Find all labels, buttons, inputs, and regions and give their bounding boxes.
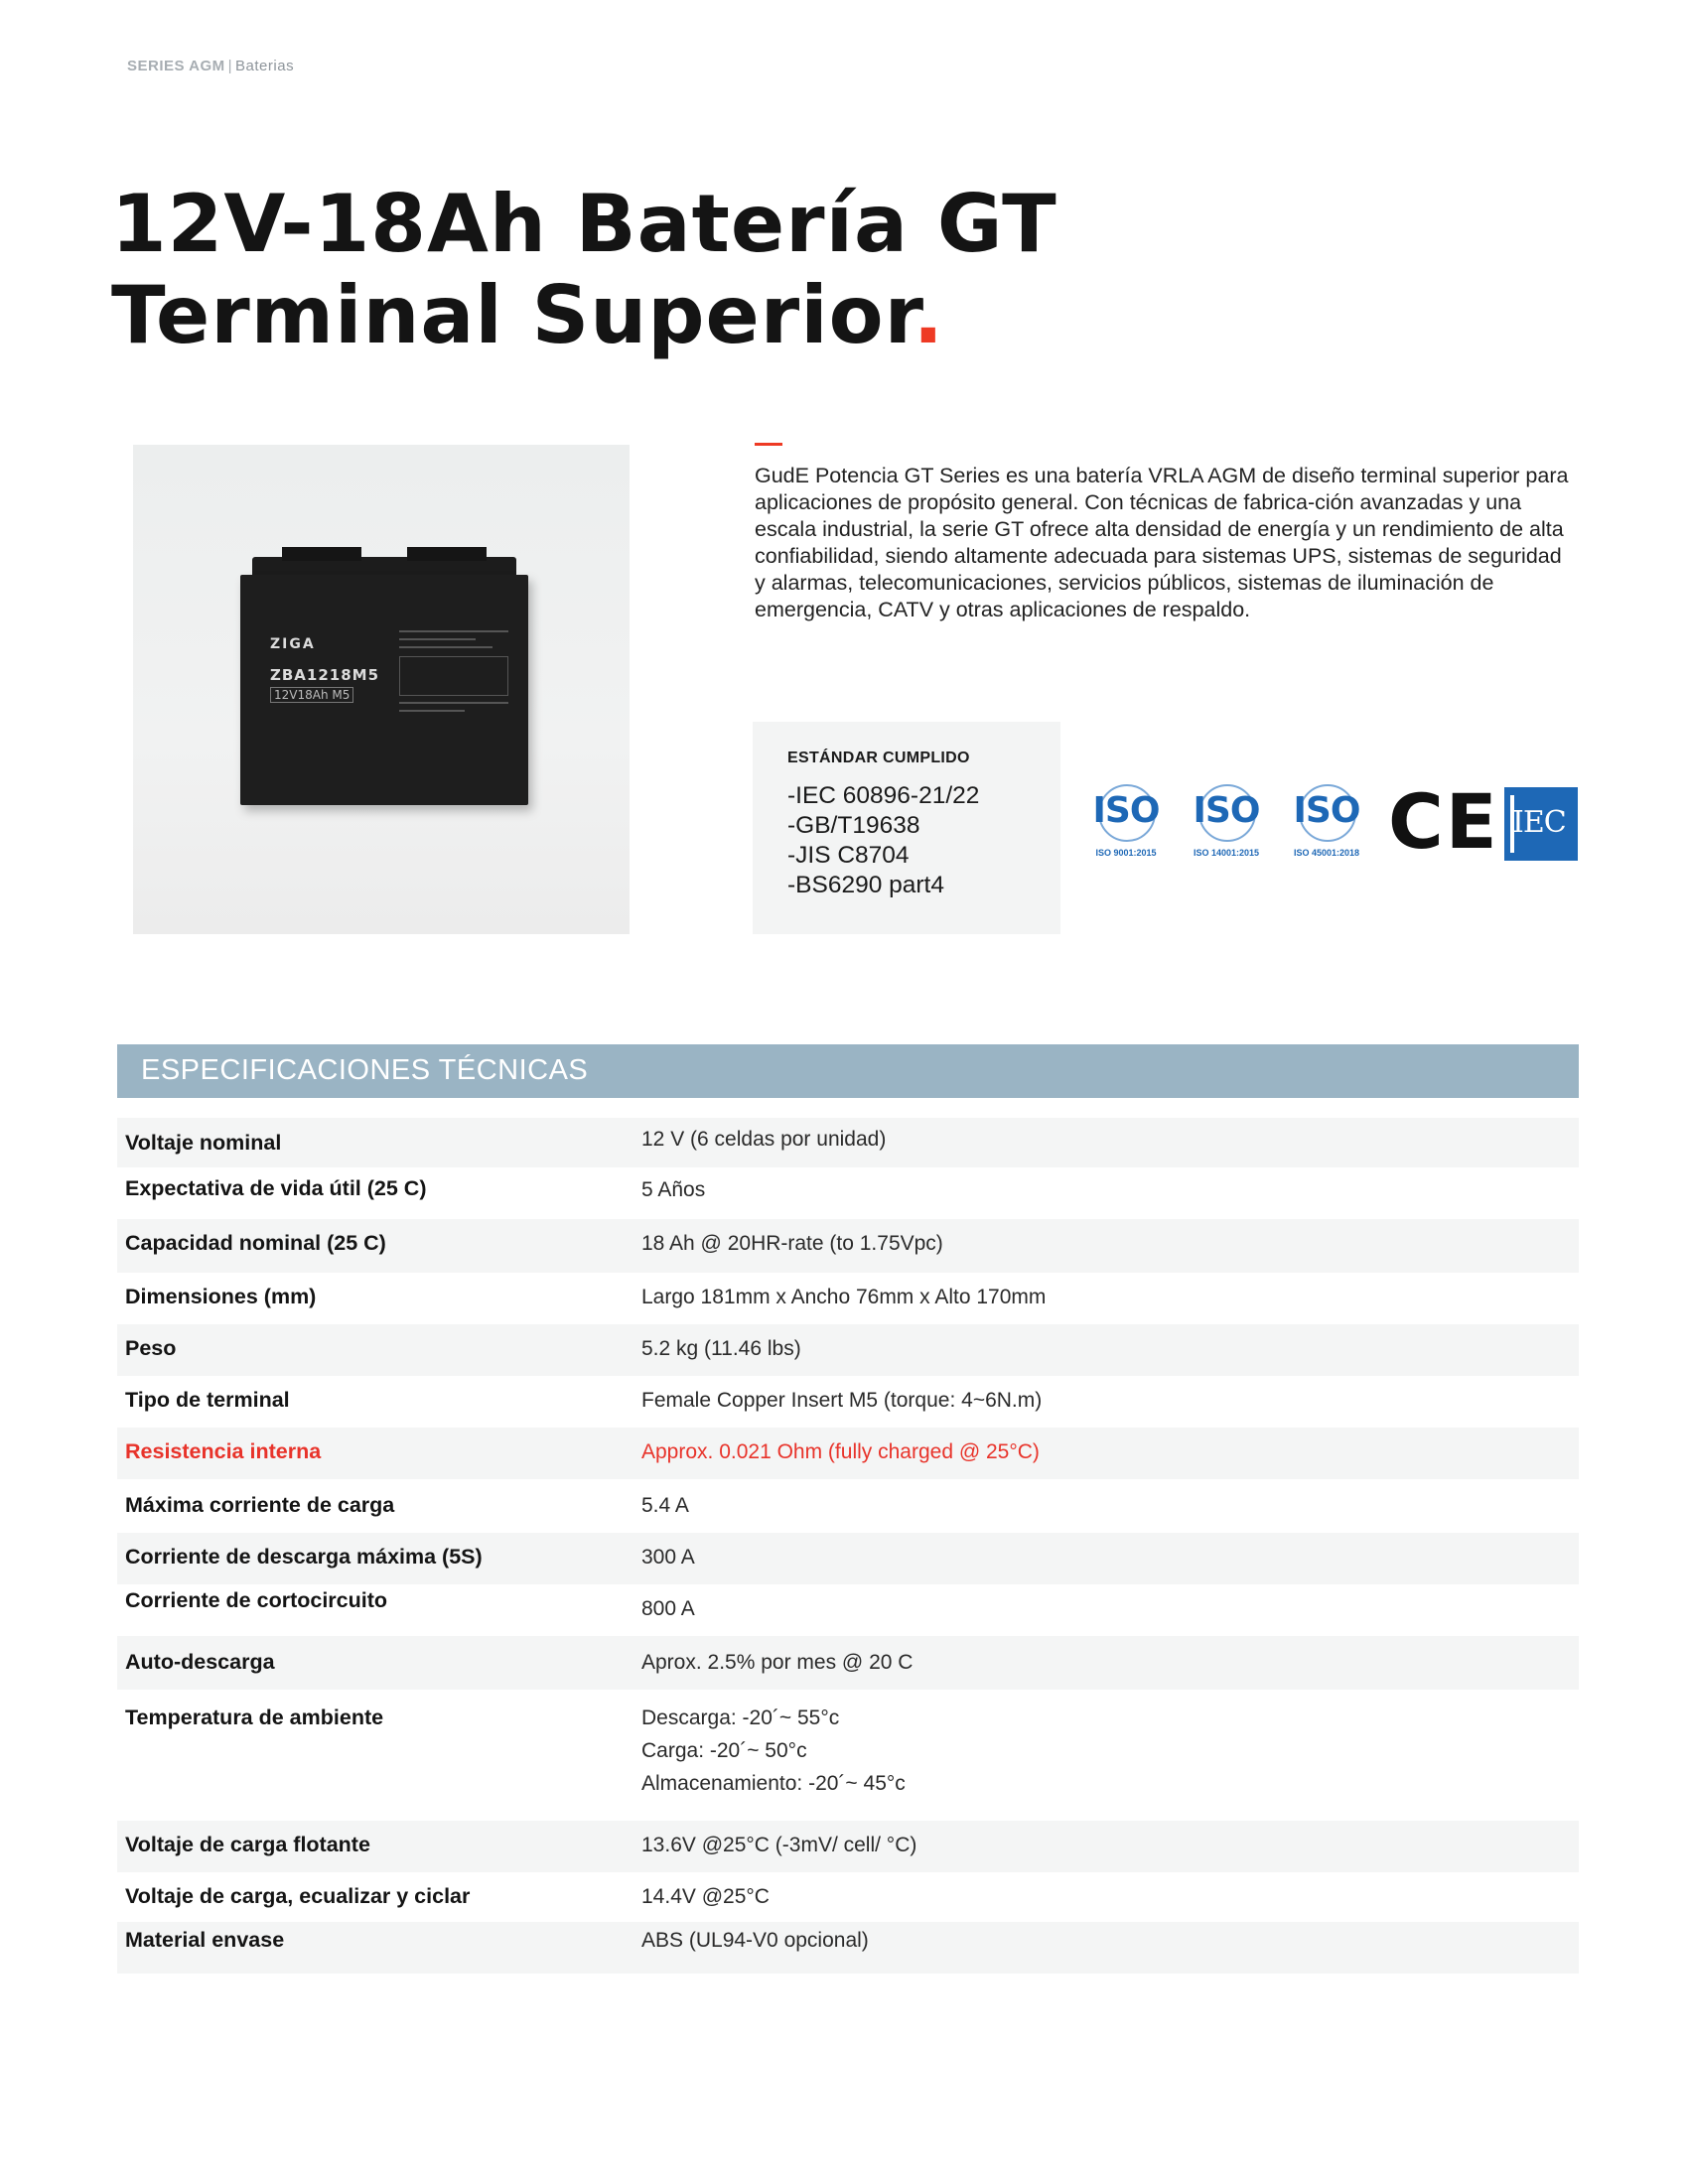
- specs-header-title: ESPECIFICACIONES TÉCNICAS: [141, 1054, 589, 1086]
- spec-value: 5.4 A: [641, 1494, 689, 1517]
- spec-value: Approx. 0.021 Ohm (fully charged @ 25°C): [641, 1440, 1040, 1463]
- iso-caption: ISO 9001:2015: [1095, 848, 1157, 858]
- specs-table: [117, 1118, 1579, 1974]
- battery-model: ZBA1218M5: [270, 666, 380, 684]
- standard-item: -IEC 60896-21/22: [787, 782, 980, 809]
- spec-value: Largo 181mm x Ancho 76mm x Alto 170mm: [641, 1286, 1047, 1308]
- spec-row: [117, 1584, 1579, 1636]
- breadcrumb-series: SERIES AGM: [127, 58, 225, 74]
- breadcrumb: [127, 58, 294, 74]
- title-accent-dot: .: [913, 269, 945, 361]
- spec-row: [117, 1167, 1579, 1219]
- iso-word: ISO: [1092, 790, 1160, 831]
- breadcrumb-separator: |: [227, 58, 233, 74]
- spec-value-line: Almacenamiento: -20´~ 45°c: [641, 1772, 906, 1795]
- iso-caption: ISO 14001:2015: [1193, 848, 1260, 858]
- spec-value: 5 Años: [641, 1178, 706, 1201]
- spec-row: [117, 1636, 1579, 1690]
- spec-row: [117, 1821, 1579, 1872]
- spec-value: Female Copper Insert M5 (torque: 4~6N.m): [641, 1389, 1043, 1412]
- title-line-1: 12V-18Ah Batería GT: [111, 178, 1057, 270]
- standard-item: -BS6290 part4: [787, 872, 944, 898]
- standards-list: [787, 781, 979, 900]
- spec-key: Capacidad nominal (25 C): [125, 1231, 386, 1255]
- spec-value: 800 A: [641, 1597, 695, 1620]
- spec-value: 12 V (6 celdas por unidad): [641, 1128, 887, 1151]
- iso-word: ISO: [1193, 790, 1260, 831]
- spec-row: [117, 1922, 1579, 1974]
- product-image: [133, 445, 630, 934]
- iec-logo: [1504, 787, 1578, 861]
- spec-row: [117, 1219, 1579, 1273]
- battery-front-label: [270, 636, 379, 703]
- spec-row: [117, 1479, 1579, 1533]
- spec-row: [117, 1118, 1579, 1167]
- ce-mark-logo: CE: [1388, 777, 1499, 866]
- iso-caption: ISO 45001:2018: [1293, 848, 1360, 858]
- spec-row-highlighted: [117, 1428, 1579, 1479]
- spec-row: [117, 1690, 1579, 1821]
- spec-key: Dimensiones (mm): [125, 1285, 317, 1308]
- product-description: GudE Potencia GT Series es una batería VRLA AGM de diseño terminal superior para aplicaciones de propósito general. Con técnicas de fabrica-ción avanzadas y una escala industrial, la serie GT ofrece alta densidad de energía y un rendimiento de alta confiabilidad, siendo altamente adecuada para sistemas UPS, sistemas de seguridad y alarmas, telecomunicaciones, servicios públicos, sistemas de iluminación de emergencia, CATV y otras aplicaciones de respaldo.: [755, 464, 1569, 621]
- spec-key: Corriente de cortocircuito: [125, 1588, 388, 1612]
- spec-value: ABS (UL94-V0 opcional): [641, 1929, 869, 1952]
- spec-value: 5.2 kg (11.46 lbs): [641, 1337, 801, 1360]
- iec-text: IEC: [1512, 805, 1566, 840]
- battery-body: [240, 575, 528, 805]
- spec-row: [117, 1872, 1579, 1922]
- spec-value: 18 Ah @ 20HR-rate (to 1.75Vpc): [641, 1232, 943, 1255]
- spec-row: [117, 1376, 1579, 1428]
- iso-word: ISO: [1293, 790, 1360, 831]
- title-line-2: Terminal Superior: [111, 269, 914, 361]
- battery-spec-label: [399, 624, 508, 749]
- spec-key: Peso: [125, 1336, 177, 1360]
- spec-key: Expectativa de vida útil (25 C): [125, 1176, 427, 1200]
- spec-key: Máxima corriente de carga: [125, 1493, 395, 1517]
- spec-value: 14.4V @25°C: [641, 1885, 770, 1908]
- spec-key: Temperatura de ambiente: [125, 1706, 384, 1729]
- specs-section-header: [117, 1044, 1579, 1098]
- spec-value: Aprox. 2.5% por mes @ 20 C: [641, 1651, 914, 1674]
- spec-value: [641, 1702, 906, 1800]
- spec-key: Material envase: [125, 1928, 285, 1952]
- spec-key: Voltaje nominal: [125, 1131, 282, 1155]
- iso-9001-logo: [1084, 784, 1168, 864]
- page-title: [111, 179, 1057, 361]
- spec-key: Tipo de terminal: [125, 1388, 290, 1412]
- standard-item: -GB/T19638: [787, 812, 920, 839]
- spec-value-line: Carga: -20´~ 50°c: [641, 1739, 807, 1762]
- iso-14001-logo: [1185, 784, 1268, 864]
- battery-rating: 12V18Ah M5: [270, 687, 353, 703]
- spec-value: 13.6V @25°C (-3mV/ cell/ °C): [641, 1834, 917, 1856]
- spec-key: Resistencia interna: [125, 1439, 322, 1463]
- spec-key: Voltaje de carga, ecualizar y ciclar: [125, 1884, 471, 1908]
- spec-key: Corriente de descarga máxima (5S): [125, 1545, 483, 1569]
- spec-value-line: Descarga: -20´~ 55°c: [641, 1706, 840, 1729]
- battery-lid: [252, 557, 516, 577]
- battery-brand: ZIGA: [270, 636, 316, 652]
- spec-row: [117, 1533, 1579, 1584]
- iso-45001-logo: [1285, 784, 1368, 864]
- breadcrumb-category: Baterias: [235, 58, 295, 74]
- spec-row: [117, 1273, 1579, 1324]
- standards-title: ESTÁNDAR CUMPLIDO: [787, 750, 970, 766]
- standard-item: -JIS C8704: [787, 842, 910, 869]
- spec-row: [117, 1324, 1579, 1376]
- spec-key: Voltaje de carga flotante: [125, 1833, 370, 1856]
- battery-illustration: [240, 557, 528, 803]
- spec-value: 300 A: [641, 1546, 695, 1569]
- spec-key: Auto-descarga: [125, 1650, 275, 1674]
- description-accent-line: [755, 443, 782, 446]
